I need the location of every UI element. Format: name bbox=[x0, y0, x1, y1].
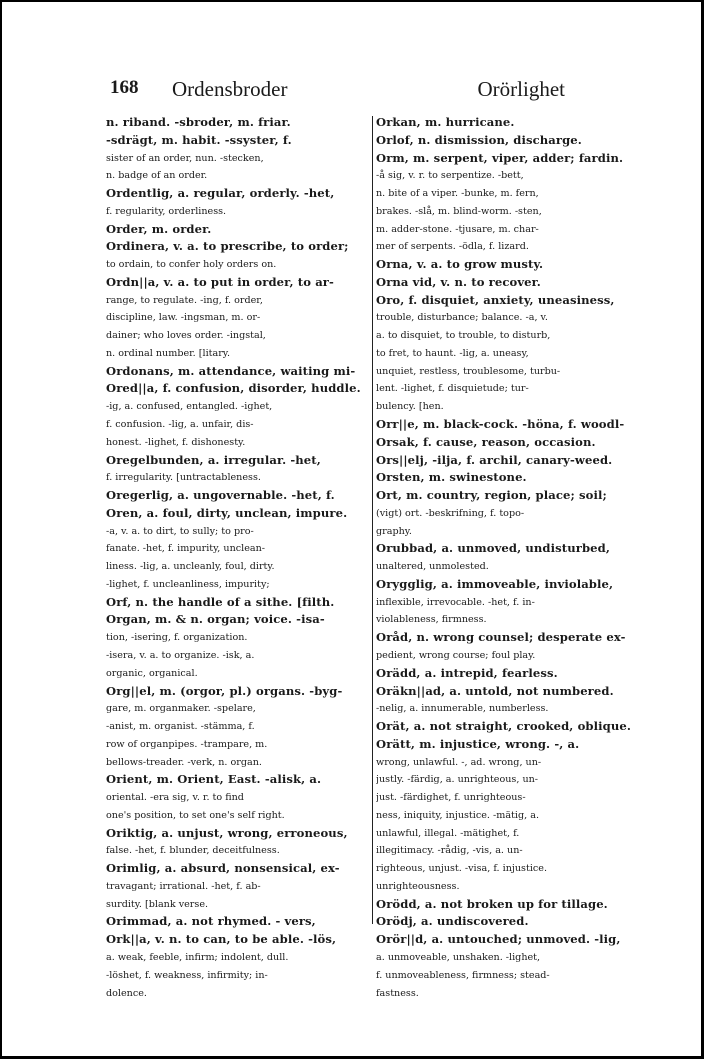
dictionary-continuation-line: -löshet, f. weakness, infirmity; in- bbox=[106, 969, 268, 981]
dictionary-continuation-line: unaltered, unmolested. bbox=[376, 561, 489, 573]
dictionary-continuation-line: gare, m. organmaker. -spelare, bbox=[106, 703, 256, 715]
dictionary-entry-line: Orät, a. not straight, crooked, oblique. bbox=[376, 719, 631, 734]
dictionary-continuation-line: surdity. [blank verse. bbox=[106, 898, 209, 910]
dictionary-continuation-line: -ig, a. confused, entangled. -ighet, bbox=[106, 401, 273, 413]
dictionary-entry-line: Oro, f. disquiet, anxiety, uneasiness, bbox=[376, 292, 615, 307]
dictionary-entry-line: Orödd, a. not broken up for tillage. bbox=[376, 896, 608, 911]
dictionary-entry-line: Orygglig, a. immoveable, inviolable, bbox=[376, 576, 614, 591]
dictionary-continuation-line: bulency. [hen. bbox=[376, 401, 444, 413]
dictionary-continuation-line: (vigt) ort. -beskrifning, f. topo- bbox=[376, 507, 525, 519]
dictionary-continuation-line: f. irregularity. [untractableness. bbox=[106, 472, 261, 484]
dictionary-continuation-line: -anist, m. organist. -stämma, f. bbox=[106, 721, 255, 733]
dictionary-continuation-line: n. badge of an order. bbox=[106, 170, 208, 182]
dictionary-continuation-line: inflexible, irrevocable. -het, f. in- bbox=[376, 596, 535, 608]
page-number: 168 bbox=[110, 77, 139, 98]
dictionary-entry-line: Orient, m. Orient, East. -alisk, a. bbox=[106, 772, 322, 787]
dictionary-continuation-line: bellows-treader. -verk, n. organ. bbox=[106, 756, 262, 768]
dictionary-continuation-line: violableness, firmness. bbox=[376, 614, 487, 626]
dictionary-entry-line: Oregerlig, a. ungovernable. -het, f. bbox=[106, 488, 335, 503]
dictionary-entry-line: Order, m. order. bbox=[106, 221, 212, 236]
scan-border-top bbox=[0, 0, 704, 2]
dictionary-entry-line: Orlof, n. dismission, discharge. bbox=[376, 132, 582, 147]
running-header bbox=[110, 77, 565, 107]
column-divider bbox=[372, 116, 373, 924]
dictionary-continuation-line: -å sig, v. r. to serpentize. -bett, bbox=[376, 170, 524, 182]
dictionary-entry-line: Ort, m. country, region, place; soil; bbox=[376, 488, 607, 503]
dictionary-entry-line: Ordonans, m. attendance, waiting mi- bbox=[106, 363, 356, 378]
dictionary-entry-line: Orimmad, a. not rhymed. - vers, bbox=[106, 914, 316, 929]
dictionary-entry-line: Orädd, a. intrepid, fearless. bbox=[376, 665, 558, 680]
dictionary-continuation-line: a. weak, feeble, infirm; indolent, dull. bbox=[106, 951, 289, 963]
dictionary-continuation-line: sister of an order, nun. -stecken, bbox=[106, 152, 264, 164]
dictionary-continuation-line: lent. -lighet, f. disquietude; tur- bbox=[376, 383, 529, 395]
dictionary-continuation-line: a. unmoveable, unshaken. -lighet, bbox=[376, 951, 541, 963]
dictionary-continuation-line: n. bite of a viper. -bunke, m. fern, bbox=[376, 188, 539, 200]
dictionary-continuation-line: -isera, v. a. to organize. -isk, a. bbox=[106, 649, 255, 661]
dictionary-entry-line: Orr||e, m. black-cock. -höna, f. woodl- bbox=[376, 417, 625, 432]
dictionary-continuation-line: to fret, to haunt. -lig, a. uneasy, bbox=[376, 347, 529, 359]
dictionary-entry-line: Orf, n. the handle of a sithe. [filth. bbox=[106, 594, 335, 609]
dictionary-entry-line: Orsten, m. swinestone. bbox=[376, 470, 527, 485]
dictionary-continuation-line: honest. -lighet, f. dishonesty. bbox=[106, 436, 246, 448]
dictionary-continuation-line: fastness. bbox=[376, 987, 419, 999]
dictionary-continuation-line: brakes. -slå, m. blind-worm. -sten, bbox=[376, 205, 542, 217]
dictionary-continuation-line: false. -het, f. blunder, deceitfulness. bbox=[106, 845, 280, 857]
dictionary-continuation-line: -a, v. a. to dirt, to sully; to pro- bbox=[106, 525, 254, 537]
dictionary-entry-line: Orätt, m. injustice, wrong. -, a. bbox=[376, 736, 580, 751]
dictionary-continuation-line: mer of serpents. -ödla, f. lizard. bbox=[376, 241, 529, 253]
dictionary-continuation-line: tion, -isering, f. organization. bbox=[106, 632, 248, 644]
dictionary-entry-line: Ordn||a, v. a. to put in order, to ar- bbox=[106, 274, 334, 289]
dictionary-continuation-line: unquiet, restless, troublesome, turbu- bbox=[376, 365, 561, 377]
dictionary-entry-line: Ors||elj, -ilja, f. archil, canary-weed. bbox=[376, 452, 613, 467]
dictionary-continuation-line: discipline, law. -ingsman, m. or- bbox=[106, 312, 261, 324]
dictionary-continuation-line: unrighteousness. bbox=[376, 880, 460, 892]
dictionary-entry-line: Oriktig, a. unjust, wrong, erroneous, bbox=[106, 825, 348, 840]
right-column bbox=[376, 114, 638, 1002]
dictionary-continuation-line: -nelig, a. innumerable, numberless. bbox=[376, 703, 549, 715]
dictionary-entry-line: Ordentlig, a. regular, orderly. -het, bbox=[106, 186, 335, 201]
dictionary-entry-line: Ork||a, v. n. to can, to be able. -lös, bbox=[106, 932, 337, 947]
dictionary-entry-line: Orsak, f. cause, reason, occasion. bbox=[376, 434, 596, 449]
dictionary-continuation-line: justly. -färdig, a. unrighteous, un- bbox=[376, 774, 539, 786]
dictionary-entry-line: Ored||a, f. confusion, disorder, huddle. bbox=[106, 381, 361, 396]
dictionary-continuation-line: range, to regulate. -ing, f. order, bbox=[106, 294, 263, 306]
dictionary-continuation-line: n. ordinal number. [litary. bbox=[106, 347, 231, 359]
dictionary-entry-line: n. riband. -sbroder, m. friar. bbox=[106, 115, 291, 129]
scan-border-left bbox=[0, 0, 2, 1059]
dictionary-entry-line: Orör||d, a. untouched; unmoved. -lig, bbox=[376, 932, 621, 947]
dictionary-entry-line: Organ, m. & n. organ; voice. -isa- bbox=[106, 612, 325, 627]
dictionary-continuation-line: illegitimacy. -rådig, -vis, a. un- bbox=[376, 845, 523, 857]
dictionary-entry-line: Orm, m. serpent, viper, adder; fardin. bbox=[376, 150, 624, 165]
dictionary-entry-line: Oräkn||ad, a. untold, not numbered. bbox=[376, 683, 614, 698]
dictionary-entry-line: Orubbad, a. unmoved, undisturbed, bbox=[376, 541, 610, 556]
dictionary-entry-line: Orna vid, v. n. to recover. bbox=[376, 274, 541, 289]
dictionary-continuation-line: wrong, unlawful. -, ad. wrong, un- bbox=[376, 756, 542, 768]
dictionary-entry-line: Orna, v. a. to grow musty. bbox=[376, 257, 544, 272]
dictionary-continuation-line: dolence. bbox=[106, 987, 147, 999]
dictionary-continuation-line: f. regularity, orderliness. bbox=[106, 205, 227, 217]
dictionary-continuation-line: unlawful, illegal. -mätighet, f. bbox=[376, 827, 520, 839]
dictionary-continuation-line: travagant; irrational. -het, f. ab- bbox=[106, 880, 261, 892]
dictionary-continuation-line: organic, organical. bbox=[106, 667, 198, 679]
header-right-word: Orörlighet bbox=[477, 77, 565, 101]
dictionary-continuation-line: graphy. bbox=[376, 525, 412, 537]
dictionary-entry-line: Oråd, n. wrong counsel; desperate ex- bbox=[376, 630, 626, 645]
dictionary-continuation-line: fanate. -het, f. impurity, unclean- bbox=[106, 543, 266, 555]
dictionary-entry-line: -sdrägt, m. habit. -ssyster, f. bbox=[106, 132, 292, 147]
dictionary-continuation-line: a. to disquiet, to trouble, to disturb, bbox=[376, 330, 551, 342]
dictionary-continuation-line: f. unmoveableness, firmness; stead- bbox=[376, 969, 550, 981]
dictionary-entry-line: Oren, a. foul, dirty, unclean, impure. bbox=[106, 505, 348, 520]
dictionary-continuation-line: oriental. -era sig, v. r. to find bbox=[106, 792, 244, 804]
dictionary-entry-line: Orkan, m. hurricane. bbox=[376, 115, 515, 129]
dictionary-continuation-line: dainer; who loves order. -ingstal, bbox=[106, 330, 266, 342]
dictionary-entry-line: Org||el, m. (orgor, pl.) organs. -byg- bbox=[106, 683, 343, 698]
dictionary-continuation-line: righteous, unjust. -visa, f. injustice. bbox=[376, 863, 548, 875]
dictionary-entry-line: Oregelbunden, a. irregular. -het, bbox=[106, 452, 321, 467]
dictionary-continuation-line: pedient, wrong course; foul play. bbox=[376, 649, 536, 661]
dictionary-continuation-line: one's position, to set one's self right. bbox=[106, 809, 285, 821]
dictionary-entry-line: Ordinera, v. a. to prescribe, to order; bbox=[106, 239, 349, 254]
dictionary-continuation-line: f. confusion. -lig, a. unfair, dis- bbox=[106, 419, 254, 431]
dictionary-entry-line: Orimlig, a. absurd, nonsensical, ex- bbox=[106, 861, 340, 876]
dictionary-entry-line: Orödj, a. undiscovered. bbox=[376, 914, 529, 929]
dictionary-continuation-line: m. adder-stone. -tjusare, m. char- bbox=[376, 223, 539, 235]
dictionary-continuation-line: liness. -lig, a. uncleanly, foul, dirty. bbox=[106, 561, 275, 573]
left-column bbox=[106, 114, 370, 1002]
dictionary-continuation-line: just. -färdighet, f. unrighteous- bbox=[376, 792, 526, 804]
dictionary-continuation-line: row of organpipes. -trampare, m. bbox=[106, 738, 268, 750]
dictionary-continuation-line: ness, iniquity, injustice. -mätig, a. bbox=[376, 809, 539, 821]
dictionary-continuation-line: to ordain, to confer holy orders on. bbox=[106, 259, 277, 271]
dictionary-continuation-line: -lighet, f. uncleanliness, impurity; bbox=[106, 578, 270, 590]
dictionary-continuation-line: trouble, disturbance; balance. -a, v. bbox=[376, 312, 548, 324]
header-left-word: Ordensbroder bbox=[172, 77, 288, 101]
